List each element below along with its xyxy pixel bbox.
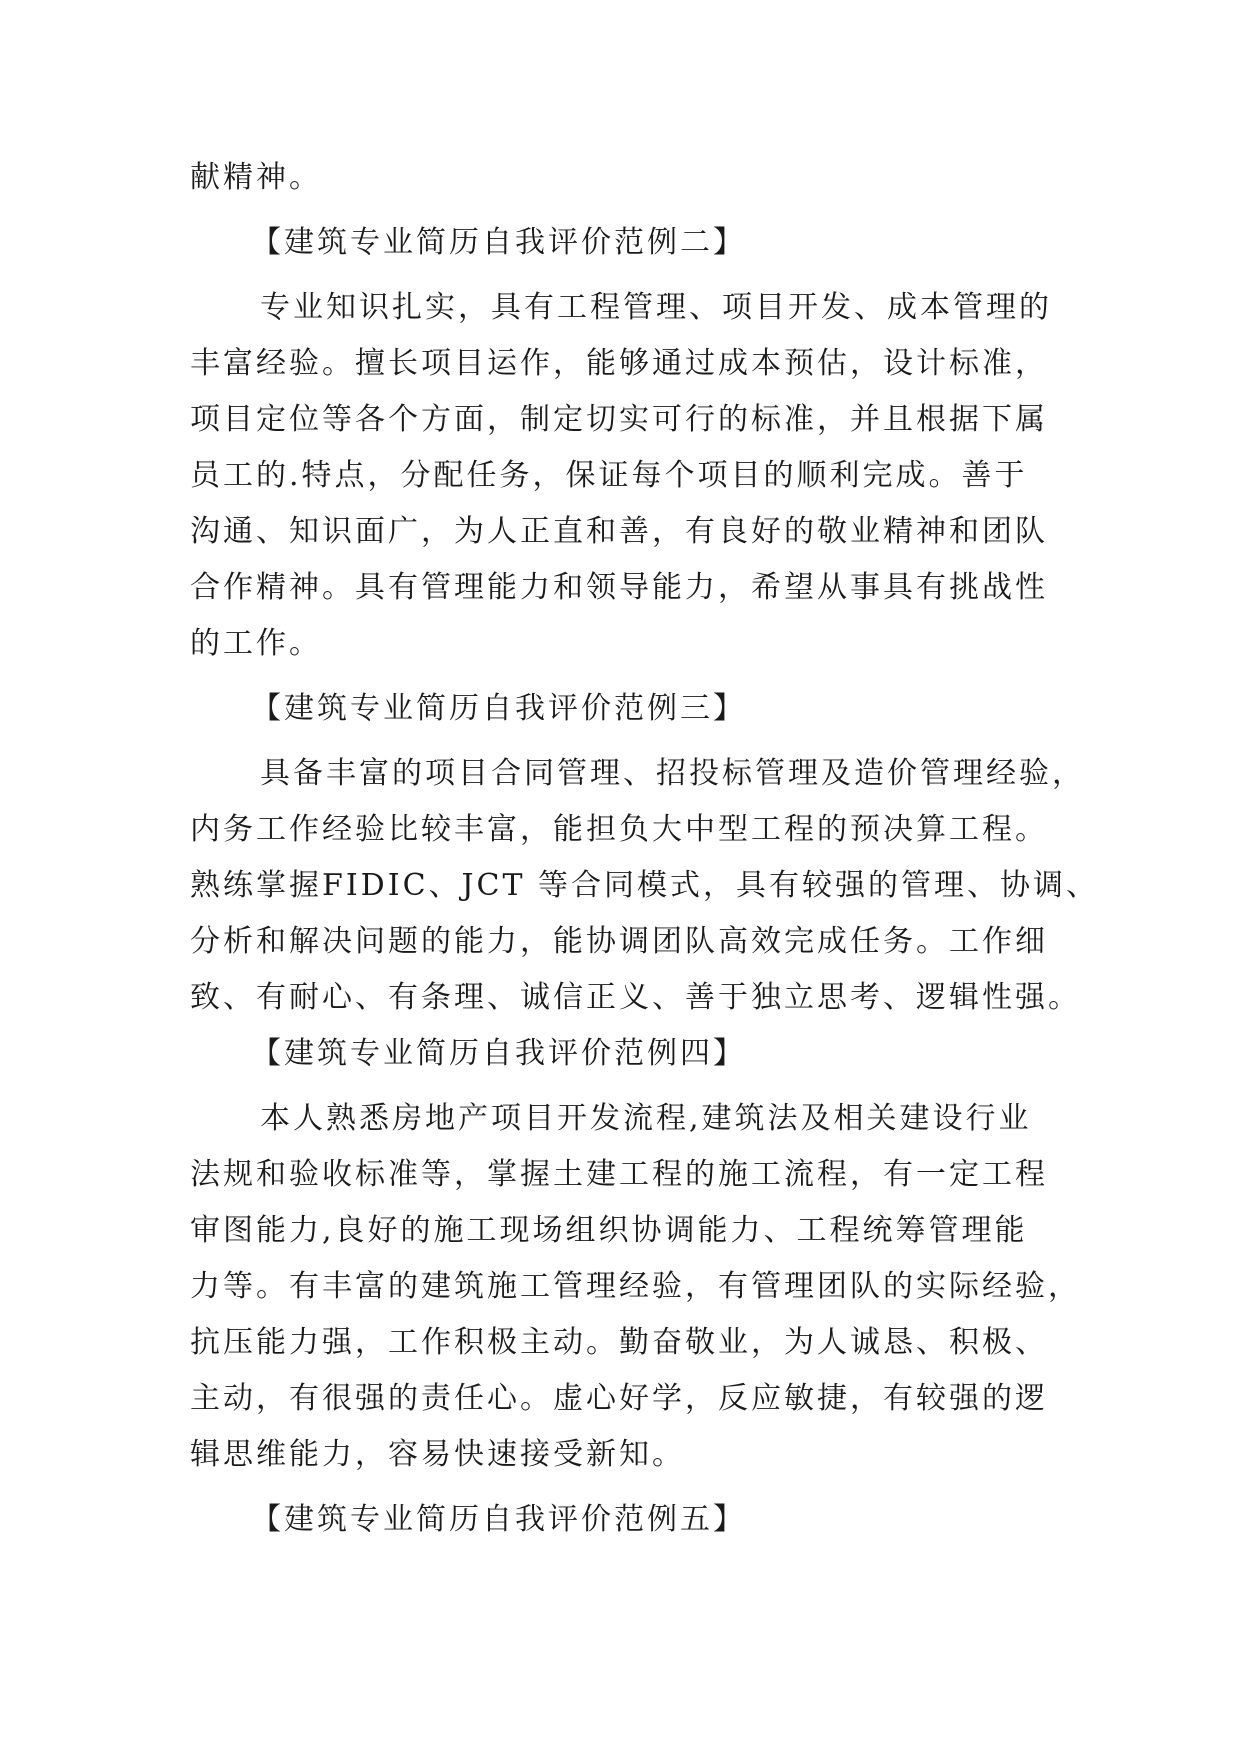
- paragraph-line: 致、有耐心、有条理、诚信正义、善于独立思考、逻辑性强。: [190, 980, 1081, 1015]
- paragraph-line: 审图能力,良好的施工现场组织协调能力、工程统筹管理能: [190, 1213, 1028, 1248]
- paragraph-line: 法规和验收标准等，掌握土建工程的施工流程，有一定工程: [190, 1157, 1048, 1192]
- section-example-5: [190, 1492, 1050, 1548]
- paragraph-line: 分析和解决问题的能力，能协调团队高效完成任务。工作细: [190, 924, 1048, 959]
- paragraph-line: 具备丰富的项目合同管理、招投标管理及造价管理经验，: [260, 756, 1085, 791]
- section-heading: 【建筑专业简历自我评价范例五】: [251, 1502, 746, 1537]
- section-example-3: [190, 681, 1100, 1026]
- section-heading: 【建筑专业简历自我评价范例二】: [251, 225, 746, 260]
- intro-tail-line: 献精神。: [190, 160, 322, 195]
- paragraph-line: 的工作。: [190, 626, 322, 661]
- section-example-4: [190, 1026, 1081, 1483]
- paragraph-line: 本人熟悉房地产项目开发流程,建筑法及相关建设行业: [260, 1101, 1032, 1136]
- paragraph-line: 抗压能力强，工作积极主动。勤奋敬业，为人诚恳、积极、: [190, 1325, 1048, 1360]
- paragraph-line: 沟通、知识面广，为人正直和善，有良好的敬业精神和团队: [190, 514, 1048, 549]
- section-heading: 【建筑专业简历自我评价范例三】: [251, 691, 746, 726]
- paragraph-line: 丰富经验。擅长项目运作，能够通过成本预估，设计标准，: [190, 346, 1048, 381]
- section-heading: 【建筑专业简历自我评价范例四】: [251, 1036, 746, 1071]
- paragraph-line: 内务工作经验比较丰富，能担负大中型工程的预决算工程。: [190, 812, 1048, 847]
- document-body: [190, 150, 1100, 1548]
- paragraph-line: 员工的.特点，分配任务，保证每个项目的顺利完成。善于: [190, 458, 1028, 493]
- paragraph-line: 熟练掌握FIDIC、JCT 等合同模式，具有较强的管理、协调、: [190, 868, 1100, 903]
- paragraph-line: 合作精神。具有管理能力和领导能力，希望从事具有挑战性: [190, 570, 1048, 605]
- paragraph-line: 辑思维能力，容易快速接受新知。: [190, 1437, 685, 1472]
- section-example-2: [190, 215, 1050, 672]
- paragraph-line: 项目定位等各个方面，制定切实可行的标准，并且根据下属: [190, 402, 1048, 437]
- paragraph-line: 力等。有丰富的建筑施工管理经验，有管理团队的实际经验，: [190, 1269, 1081, 1304]
- paragraph-line: 主动，有很强的责任心。虚心好学，反应敏捷，有较强的逻: [190, 1381, 1048, 1416]
- paragraph-line: 专业知识扎实，具有工程管理、项目开发、成本管理的: [260, 290, 1052, 325]
